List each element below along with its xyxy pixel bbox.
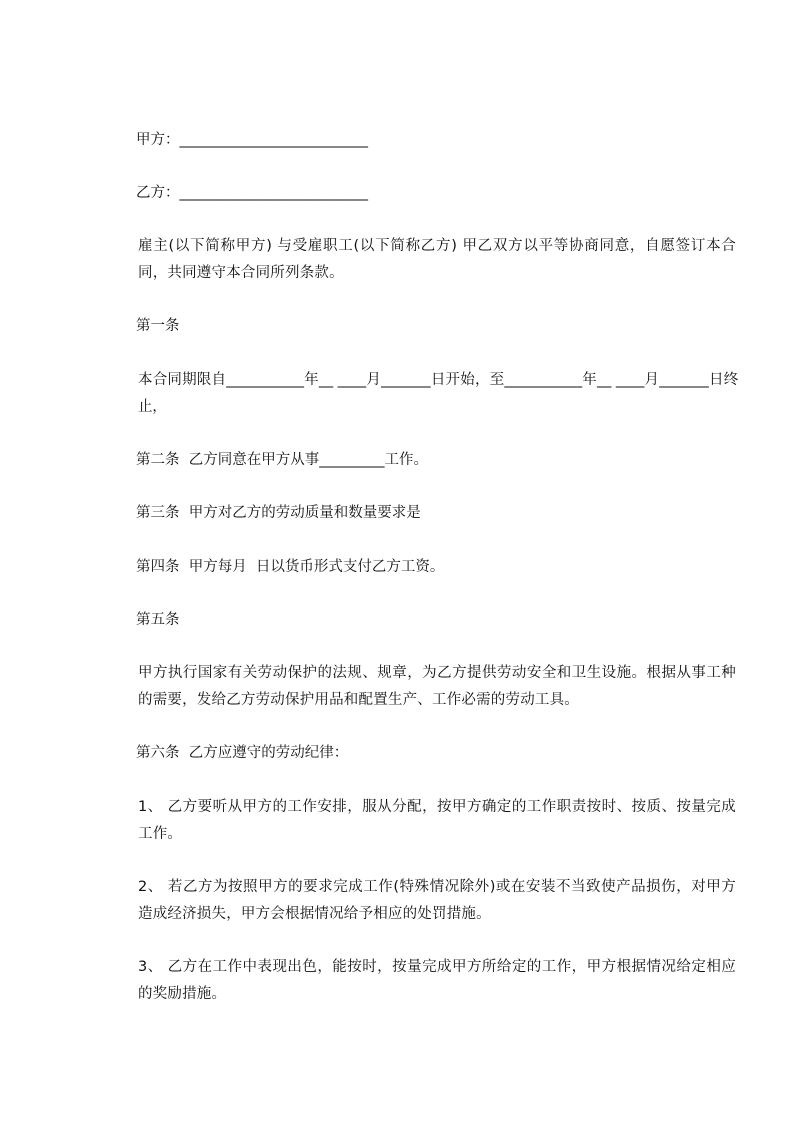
party-a-line: 甲方：__________________________ [136, 132, 368, 148]
article-6-item-2: 2、 若乙方为按照甲方的要求完成工作(特殊情况除外)或在安装不当致使产品损伤，对甲方造成经济损失，甲方会根据情况给予相应的处罚措施。 [138, 879, 736, 922]
article-2: 第二条 乙方同意在甲方从事_________工作。 [136, 452, 428, 468]
party-b-line: 乙方：__________________________ [136, 185, 368, 201]
article-5-body: 甲方执行国家有关劳动保护的法规、规章，为乙方提供劳动安全和卫生设施。根据从事工种的需要，发给乙方劳动保护用品和配置生产、工作必需的劳动工具。 [138, 665, 736, 708]
article-6-item-3: 3、 乙方在工作中表现出色，能按时，按量完成甲方所给定的工作，甲方根据情况给定相应的奖励措施。 [138, 959, 736, 1002]
article-1-title: 第一条 [136, 318, 180, 334]
article-5-title: 第五条 [136, 612, 180, 628]
article-6-title: 第六条 乙方应遵守的劳动纪律： [136, 745, 349, 761]
article-4: 第四条 甲方每月 日以货币形式支付乙方工资。 [136, 559, 445, 575]
preamble-paragraph: 雇主(以下简称甲方) 与受雇职工(以下简称乙方) 甲乙双方以平等协商同意，自愿签订本合同，共同遵守本合同所列条款。 [138, 238, 736, 281]
article-6-item-1: 1、 乙方要听从甲方的工作安排，服从分配，按甲方确定的工作职责按时、按质、按量完成工作。 [138, 799, 736, 842]
article-1-body: 本合同期限自___________年__ ____月_______日开始，至___________年__ ____月_______日终止， [138, 372, 738, 415]
article-3: 第三条 甲方对乙方的劳动质量和数量要求是 [136, 505, 421, 521]
